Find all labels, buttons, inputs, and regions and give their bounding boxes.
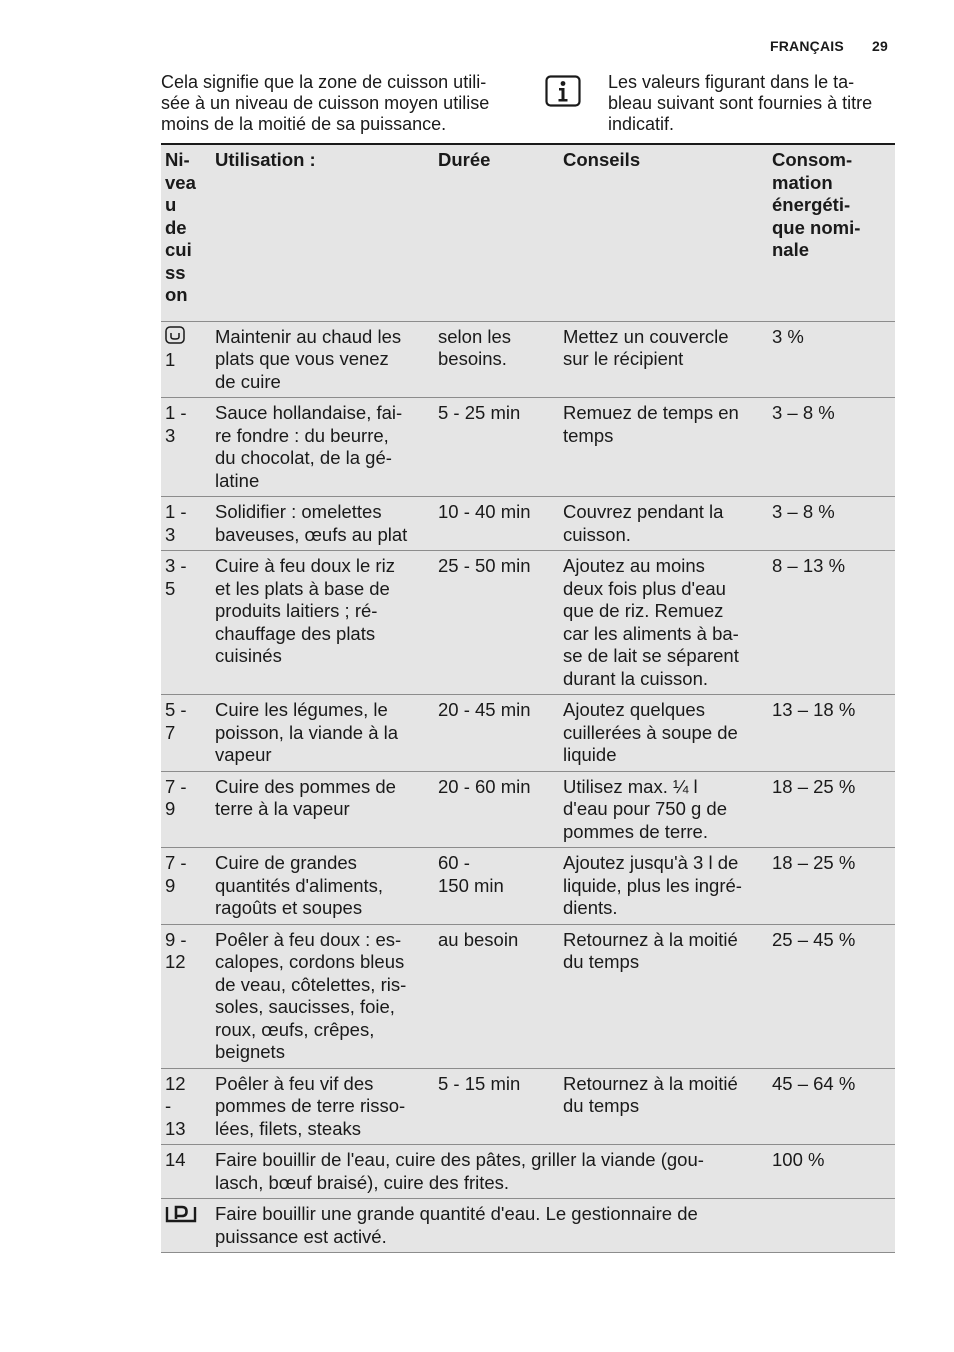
consumption-cell: 3 % [768, 321, 895, 398]
intro-text-right [608, 72, 898, 135]
level-cell: 1 - 3 [161, 398, 211, 497]
cooking-levels-table [161, 143, 895, 1253]
consumption-cell: 13 – 18 % [768, 695, 895, 772]
tips-cell: Ajoutez jusqu'à 3 l de liquide, plus les ingré- dients. [559, 848, 768, 925]
consumption-cell: 45 – 64 % [768, 1068, 895, 1145]
tips-cell: Utilisez max. ¼ l d'eau pour 750 g de pommes de terre. [559, 771, 768, 848]
keep-warm-icon [165, 326, 207, 350]
usage-cell: Faire bouillir de l'eau, cuire des pâtes, griller la viande (gou- lasch, bœuf braisé), cuire des frites. [211, 1145, 768, 1199]
tips-cell: Retournez à la moitié du temps [559, 1068, 768, 1145]
usage-cell: Poêler à feu doux : es- calopes, cordons bleus de veau, côtelettes, ris- soles, saucisses, foie, roux, œufs, crêpes, beignets [211, 924, 434, 1068]
level-cell: 5 - 7 [161, 695, 211, 772]
intro-text-left [161, 72, 521, 135]
duration-cell: 20 - 60 min [434, 771, 559, 848]
consumption-cell: 18 – 25 % [768, 771, 895, 848]
intro-left-text: Cela signifie que la zone de cuisson utili- sée à un niveau de cuisson moyen utilise moins de la moitié de sa puissance. [161, 72, 490, 134]
tips-cell: Remuez de temps en temps [559, 398, 768, 497]
header-consumption: Consom- mation énergéti- que nomi- nale [768, 144, 895, 321]
page-header [770, 38, 888, 54]
level-cell [161, 1199, 211, 1253]
duration-cell: 25 - 50 min [434, 551, 559, 695]
tips-cell: Ajoutez quelques cuillerées à soupe de liquide [559, 695, 768, 772]
level-cell: 3 - 5 [161, 551, 211, 695]
tips-cell: Ajoutez au moins deux fois plus d'eau que de riz. Remuez car les aliments à ba- se de lait se séparent durant la cuisson. [559, 551, 768, 695]
table-row [161, 551, 895, 695]
usage-cell: Poêler à feu vif des pommes de terre risso- lées, filets, steaks [211, 1068, 434, 1145]
level-cell: 7 - 9 [161, 848, 211, 925]
intro-right-text: Les valeurs figurant dans le ta- bleau suivant sont fournies à titre indicatif. [608, 72, 873, 134]
consumption-cell: 8 – 13 % [768, 551, 895, 695]
table-row [161, 321, 895, 398]
duration-cell: 5 - 15 min [434, 1068, 559, 1145]
level-cell: 12 - 13 [161, 1068, 211, 1145]
level-cell: 1 - 3 [161, 497, 211, 551]
duration-cell: selon les besoins. [434, 321, 559, 398]
table-row [161, 1068, 895, 1145]
level-cell: 7 - 9 [161, 771, 211, 848]
consumption-cell: 3 – 8 % [768, 497, 895, 551]
table-row [161, 695, 895, 772]
usage-cell: Faire bouillir une grande quantité d'eau. Le gestionnaire de puissance est activé. [211, 1199, 895, 1253]
usage-cell: Sauce hollandaise, fai- re fondre : du beurre, du chocolat, de la gé- latine [211, 398, 434, 497]
page-number: 29 [872, 38, 888, 54]
tips-cell: Mettez un couvercle sur le récipient [559, 321, 768, 398]
duration-cell: 10 - 40 min [434, 497, 559, 551]
table-row [161, 497, 895, 551]
table-row [161, 1199, 895, 1253]
duration-cell: au besoin [434, 924, 559, 1068]
table-row [161, 924, 895, 1068]
level-cell: 14 [161, 1145, 211, 1199]
header-duration: Durée [434, 144, 559, 321]
info-icon [545, 75, 581, 107]
table-header-row [161, 144, 895, 321]
level-cell: 9 - 12 [161, 924, 211, 1068]
level-cell [161, 321, 211, 398]
usage-cell: Cuire des pommes de terre à la vapeur [211, 771, 434, 848]
duration-cell: 20 - 45 min [434, 695, 559, 772]
consumption-cell: 3 – 8 % [768, 398, 895, 497]
usage-cell: Cuire de grandes quantités d'aliments, ragoûts et soupes [211, 848, 434, 925]
consumption-cell: 100 % [768, 1145, 895, 1199]
consumption-cell: 25 – 45 % [768, 924, 895, 1068]
language-label: FRANÇAIS [769, 38, 844, 54]
header-tips: Conseils [559, 144, 768, 321]
tips-cell: Couvrez pendant la cuisson. [559, 497, 768, 551]
duration-cell: 60 - 150 min [434, 848, 559, 925]
table-row [161, 1145, 895, 1199]
usage-cell: Cuire les légumes, le poisson, la viande à la vapeur [211, 695, 434, 772]
duration-cell: 5 - 25 min [434, 398, 559, 497]
table-row [161, 771, 895, 848]
consumption-cell: 18 – 25 % [768, 848, 895, 925]
power-boost-icon [165, 1208, 197, 1229]
table-row [161, 848, 895, 925]
usage-cell: Maintenir au chaud les plats que vous venez de cuire [211, 321, 434, 398]
level-value: 1 [165, 349, 176, 370]
tips-cell: Retournez à la moitié du temps [559, 924, 768, 1068]
header-level: Ni- vea u de cui ss on [161, 144, 211, 321]
table-row [161, 398, 895, 497]
usage-cell: Solidifier : omelettes baveuses, œufs au plat [211, 497, 434, 551]
header-usage: Utilisation : [211, 144, 434, 321]
usage-cell: Cuire à feu doux le riz et les plats à base de produits laitiers ; ré- chauffage des plats cuisinés [211, 551, 434, 695]
